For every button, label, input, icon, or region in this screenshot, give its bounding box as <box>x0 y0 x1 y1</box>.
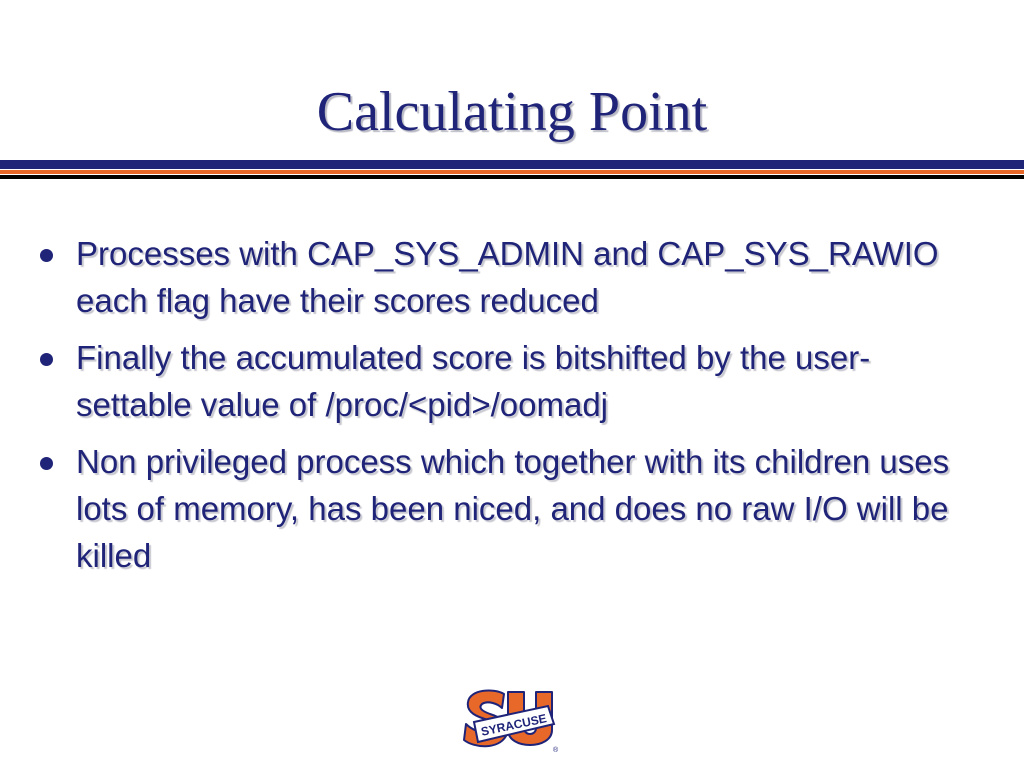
bullet-item <box>36 230 966 324</box>
title-divider-navy <box>0 160 1024 169</box>
bullet-dot-icon <box>40 249 53 262</box>
bullet-item <box>36 438 966 579</box>
title-divider-black <box>0 175 1024 179</box>
title-divider-orange <box>0 170 1024 174</box>
registered-mark: ® <box>553 747 559 754</box>
bullet-list <box>36 230 966 589</box>
bullet-item <box>36 334 966 428</box>
logo-text: SYRACUSE <box>479 711 548 739</box>
syracuse-su-logo-icon <box>460 686 560 756</box>
bullet-dot-icon <box>40 457 53 470</box>
bullet-dot-icon <box>40 353 53 366</box>
slide-title: Calculating Point <box>316 81 708 143</box>
bullet-text: Processes with CAP_SYS_ADMIN and CAP_SYS_RAWIO each flag have their scores reduced <box>76 235 939 319</box>
bullet-text: Finally the accumulated score is bitshifted by the user-settable value of /proc/<pid>/oomadj <box>76 339 871 423</box>
bullet-text: Non privileged process which together with its children uses lots of memory, has been niced, and does no raw I/O will be killed <box>76 443 950 574</box>
